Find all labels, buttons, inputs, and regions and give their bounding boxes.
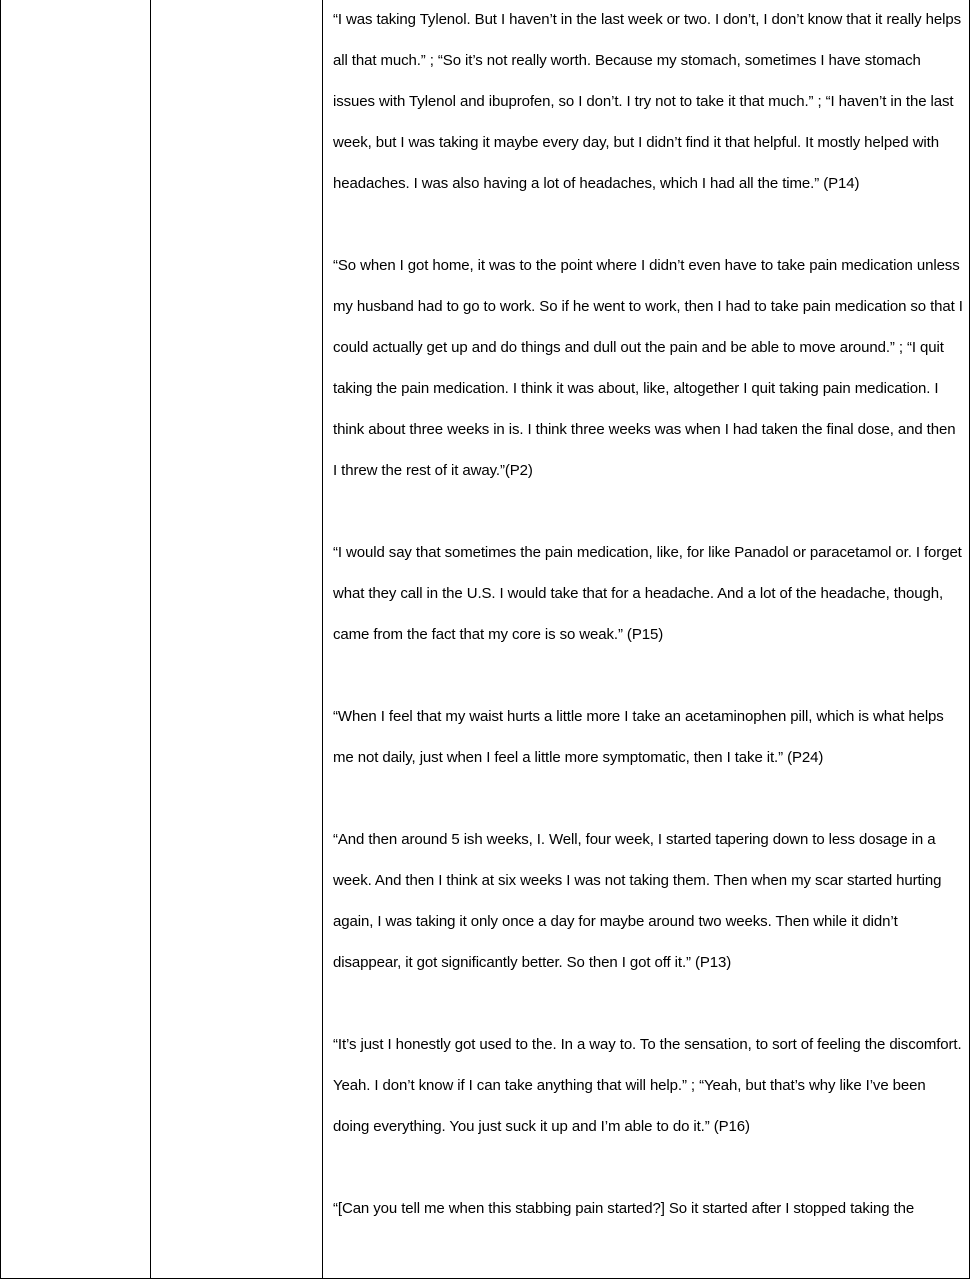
quotes-cell: [333, 0, 963, 1229]
quote-p2: “So when I got home, it was to the point where I didn’t even have to take pain medication unless my husband had to go to work. So if he went to work, then I had to take pain medication so that I could actually get up and do things and dull out the pain and be able to move around.” ; “I quit taking the pain medication. I think it was about, like, altogether I quit taking pain medication. I think about three weeks in is. I think three weeks was when I had taken the final dose, and then I threw the rest of it away.”(P2): [333, 257, 963, 479]
quote-stabbing-pain: “[Can you tell me when this stabbing pain started?] So it started after I stopped taking the: [333, 1200, 915, 1217]
column-divider-1: [150, 0, 151, 1278]
quote-p14: “I was taking Tylenol. But I haven’t in the last week or two. I don’t, I don’t know that it really helps all that much.” ; “So it’s not really worth. Because my stomach, sometimes I have stomach issues with Tylenol and ibuprofen, so I don’t. I try not to take it that much.” ; “I haven’t in the last week, but I was taking it maybe every day, but I didn’t find it that helpful. It mostly helped with headaches. I was also having a lot of headaches, which I had all the time.” (P14): [333, 11, 961, 192]
quote-p24: “When I feel that my waist hurts a little more I take an acetaminophen pill, which is what helps me not daily, just when I feel a little more symptomatic, then I take it.” (P24): [333, 708, 944, 766]
quote-p16: “It’s just I honestly got used to the. In a way to. To the sensation, to sort of feeling the discomfort. Yeah. I don’t know if I can take anything that will help.” ; “Yeah, but that’s why like I’ve been doing everything. You just suck it up and I’m able to do it.” (P16): [333, 1036, 962, 1135]
quote-p13: “And then around 5 ish weeks, I. Well, four week, I started tapering down to less dosage in a week. And then I think at six weeks I was not taking them. Then when my scar started hurting again, I was taking it only once a day for maybe around two weeks. Then while it didn’t disappear, it got significantly better. So then I got off it.” (P13): [333, 831, 942, 971]
column-divider-2: [322, 0, 323, 1278]
quote-p15: “I would say that sometimes the pain medication, like, for like Panadol or paracetamol or. I forget what they call in the U.S. I would take that for a headache. And a lot of the headache, though, came from the fact that my core is so weak.” (P15): [333, 544, 962, 643]
